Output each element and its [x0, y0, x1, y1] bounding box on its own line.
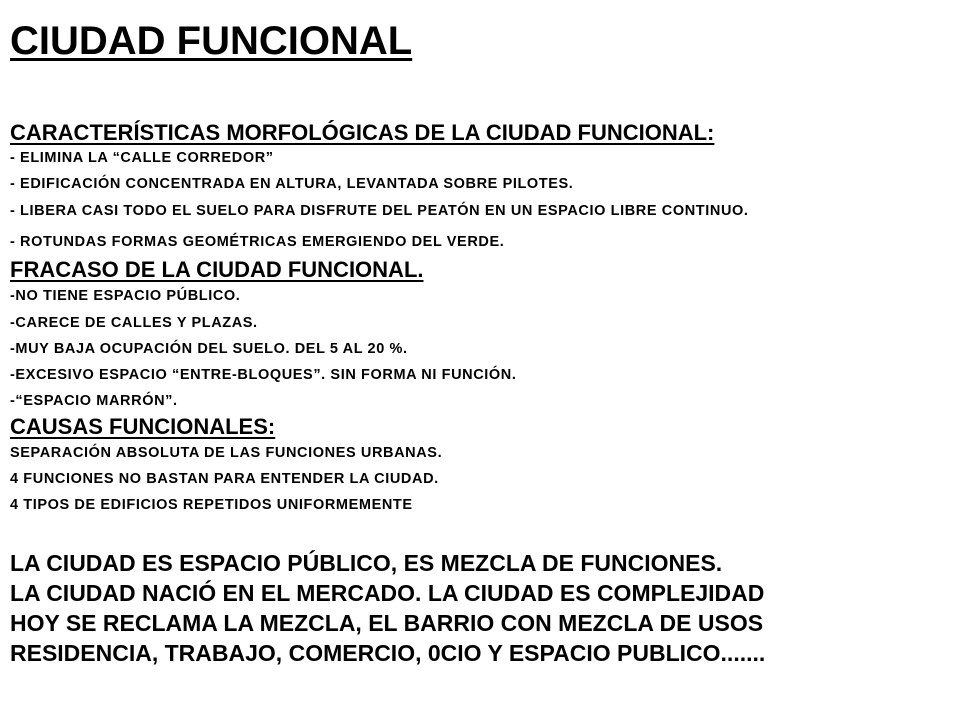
list-item: SEPARACIÓN ABSOLUTA DE LAS FUNCIONES URBANAS.	[10, 445, 443, 461]
list-item: - ROTUNDAS FORMAS GEOMÉTRICAS EMERGIENDO DEL VERDE.	[10, 234, 505, 250]
list-item: -NO TIENE ESPACIO PÚBLICO.	[10, 288, 241, 304]
heading-fracaso: FRACASO DE LA CIUDAD FUNCIONAL.	[10, 257, 424, 282]
list-item: -“ESPACIO MARRÓN”.	[10, 393, 178, 409]
conclusion-line: RESIDENCIA, TRABAJO, COMERCIO, 0CIO Y ESPACIO PUBLICO.......	[10, 640, 766, 666]
heading-causas: CAUSAS FUNCIONALES:	[10, 414, 276, 439]
conclusion-line: LA CIUDAD ES ESPACIO PÚBLICO, ES MEZCLA DE FUNCIONES.	[10, 550, 723, 576]
list-item: - ELIMINA LA “CALLE CORREDOR”	[10, 150, 274, 166]
heading-caracteristicas: CARACTERÍSTICAS MORFOLÓGICAS DE LA CIUDAD FUNCIONAL:	[10, 120, 715, 145]
list-item: -CARECE DE CALLES Y PLAZAS.	[10, 315, 258, 331]
list-item: -EXCESIVO ESPACIO “ENTRE-BLOQUES”. SIN FORMA NI FUNCIÓN.	[10, 367, 517, 383]
list-item: -MUY BAJA OCUPACIÓN DEL SUELO. DEL 5 AL 20 %.	[10, 341, 408, 357]
list-item: 4 TIPOS DE EDIFICIOS REPETIDOS UNIFORMEMENTE	[10, 497, 413, 513]
list-item: - LIBERA CASI TODO EL SUELO PARA DISFRUTE DEL PEATÓN EN UN ESPACIO LIBRE CONTINUO.	[10, 203, 749, 219]
conclusion-line: LA CIUDAD NACIÓ EN EL MERCADO. LA CIUDAD ES COMPLEJIDAD	[10, 580, 765, 606]
page-title: CIUDAD FUNCIONAL	[10, 19, 413, 63]
list-item: - EDIFICACIÓN CONCENTRADA EN ALTURA, LEVANTADA SOBRE PILOTES.	[10, 176, 574, 192]
conclusion-line: HOY SE RECLAMA LA MEZCLA, EL BARRIO CON MEZCLA DE USOS	[10, 610, 764, 636]
slide-body	[10, 120, 940, 668]
list-item: 4 FUNCIONES NO BASTAN PARA ENTENDER LA CIUDAD.	[10, 471, 439, 487]
